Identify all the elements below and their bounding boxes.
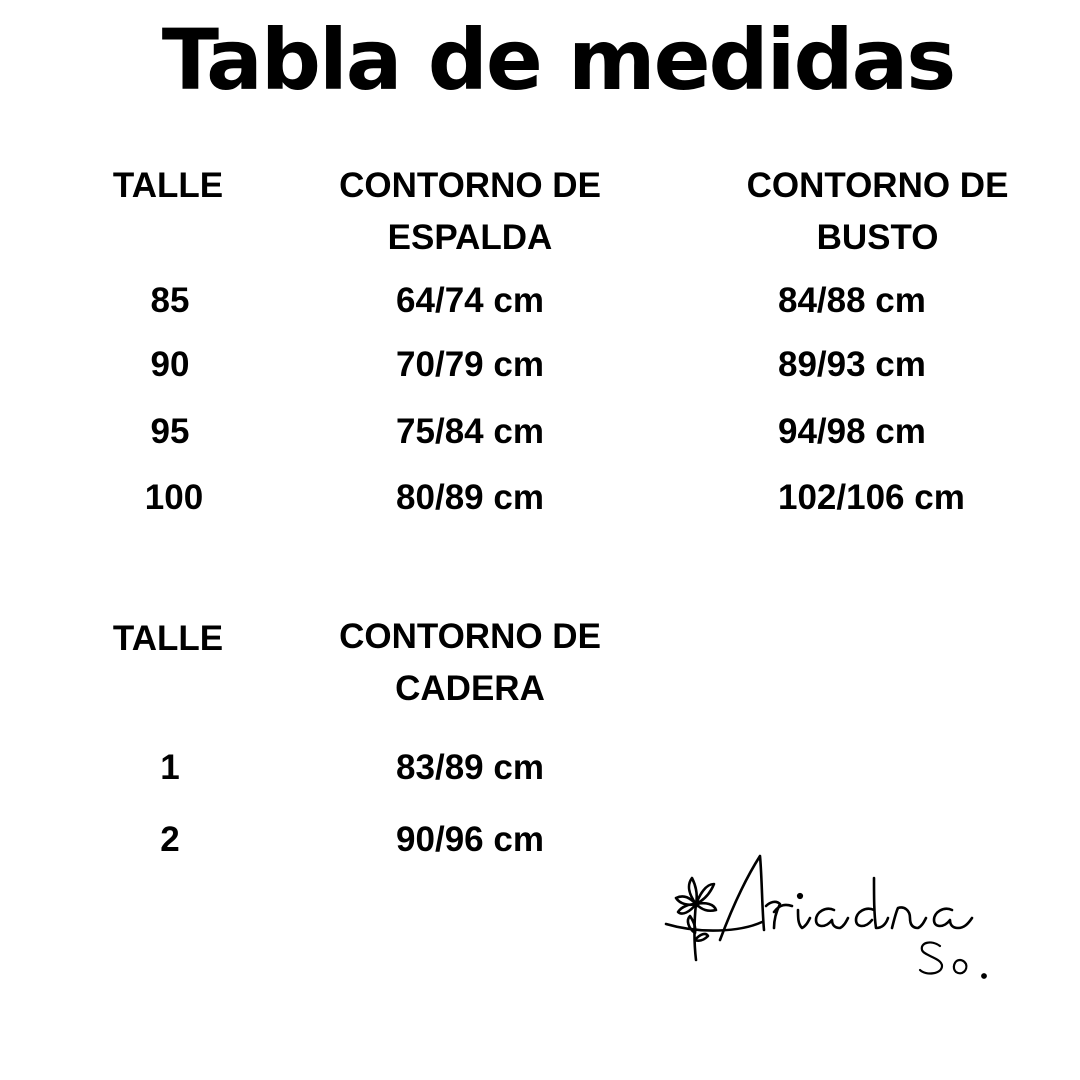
cadera-cell: 83/89 cm — [396, 748, 544, 787]
talle-cell: 1 — [160, 748, 180, 787]
busto-cell: 102/106 cm — [778, 478, 965, 517]
header-cadera-line2: CADERA — [395, 669, 545, 708]
espalda-cell: 75/84 cm — [396, 412, 544, 451]
header-espalda-line2: ESPALDA — [387, 218, 553, 257]
header-talle: TALLE — [112, 619, 224, 658]
espalda-cell: 64/74 cm — [396, 281, 544, 320]
header-cadera-line1: CONTORNO DE — [339, 617, 601, 656]
page-title: Tabla de medidas — [161, 11, 955, 109]
flower-icon — [676, 878, 716, 960]
talle-cell: 90 — [150, 345, 190, 384]
cadera-cell: 90/96 cm — [396, 820, 544, 859]
logo-suffix — [920, 943, 986, 978]
busto-cell: 89/93 cm — [778, 345, 926, 384]
busto-cell: 94/98 cm — [778, 412, 926, 451]
logo-wordmark — [666, 856, 972, 940]
header-espalda-line1: CONTORNO DE — [339, 166, 601, 205]
talle-cell: 2 — [160, 820, 180, 859]
header-busto-line1: CONTORNO DE — [746, 166, 1009, 205]
header-busto-line2: BUSTO — [816, 218, 939, 257]
busto-cell: 84/88 cm — [778, 281, 926, 320]
espalda-cell: 80/89 cm — [396, 478, 544, 517]
talle-cell: 100 — [144, 478, 204, 517]
talle-cell: 85 — [150, 281, 190, 320]
talle-cell: 95 — [150, 412, 190, 451]
brand-logo — [660, 848, 1000, 988]
header-talle: TALLE — [112, 166, 224, 205]
espalda-cell: 70/79 cm — [396, 345, 544, 384]
